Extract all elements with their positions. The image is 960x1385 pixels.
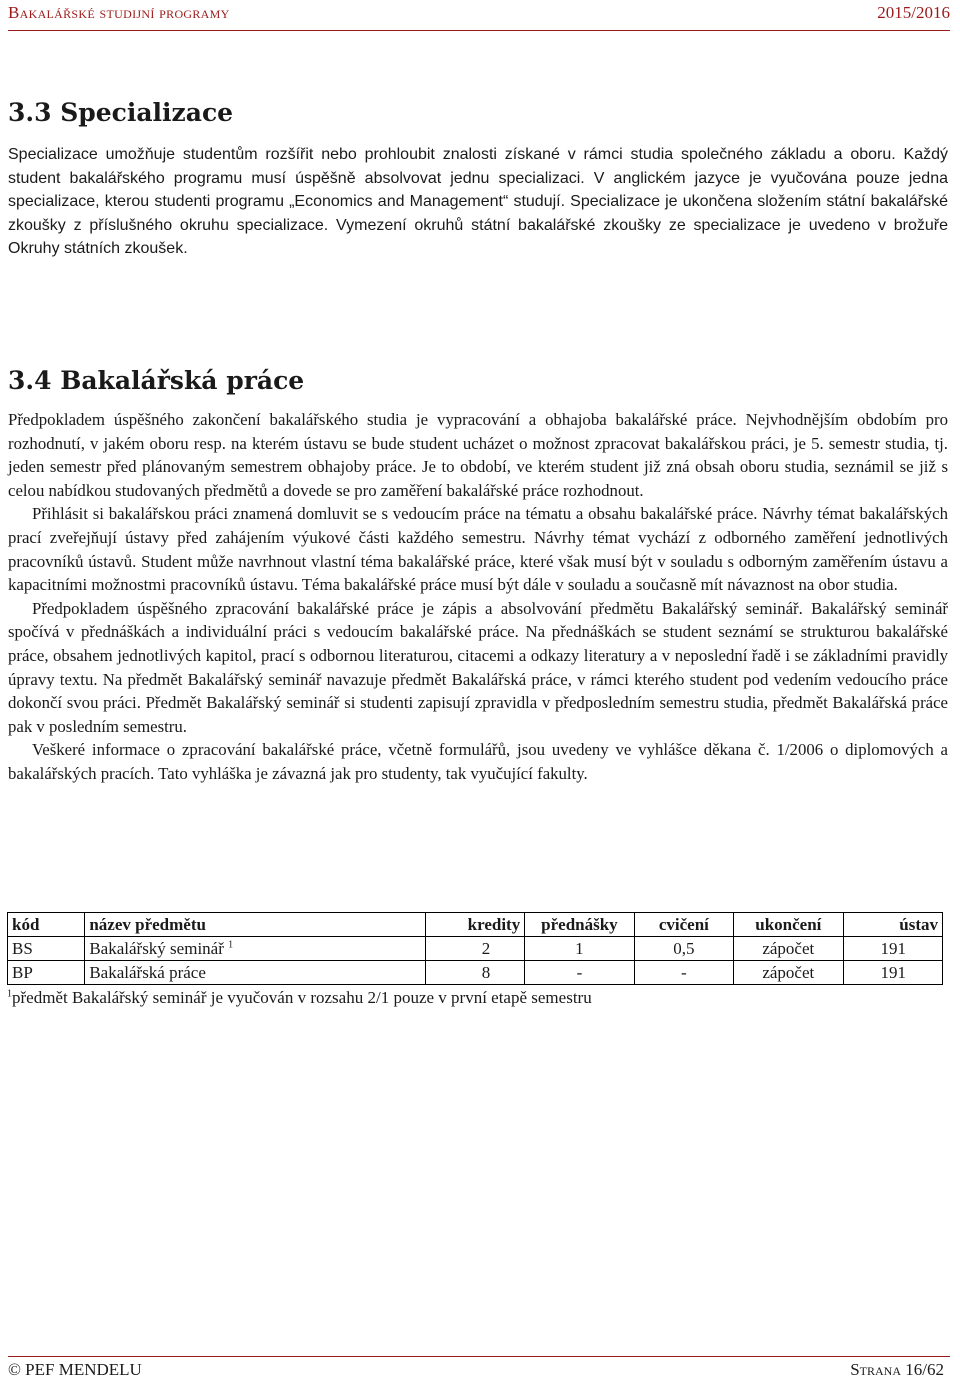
page-number-block [850,1360,944,1380]
footnote-ref: 1 [228,939,234,951]
page-header [8,0,950,31]
paragraph: Specializace umožňuje studentům rozšířit nebo prohloubit znalosti získané v rámci studia společného základu a oboru. Každý student bakalářského programu musí úspěšně absolvovat jednu specializaci. V anglickém jazyce je vyučována pouze jedna specializace, kterou studenti programu „Economics and Management“ studují. Specializace je ukončena složením státní bakalářské zkoušky z příslušného okruhu specializace. Vymezení okruhů státní bakalářské zkoušky ze specializace je uvedeno v brožuře Okruhy státních zkoušek. [8,146,948,257]
credits: 2 [425,937,524,961]
page-footer [8,1356,950,1385]
document-title: Bakalářské studijní programy [8,3,230,22]
academic-year: 2015/2016 [877,3,950,22]
paragraph: Přihlásit si bakalářskou práci znamená domluvit se s vedoucím práce na tématu a obsahu bakalářské práce. Návrhy témat bakalářských prací zveřejňují ústavy před zahájením výukové části každého semestru. Návrhy témat vychází z odborného zaměření jednotlivých pracovníků ústavů. Student může navrhnout vlastní téma bakalářské práce, které však musí být v souladu s odborným zaměřením ústavu a kapacitními možnostmi pracovníků ústavu. Téma bakalářské práce musí být dále v souladu a současně mít návaznost na obor studia. [8,504,948,595]
course-name-cell [85,961,425,985]
page-label: Strana [850,1360,902,1379]
footnote-text: předmět Bakalářský seminář je vyučován v rozsahu 2/1 pouze v první etapě semestru [12,988,592,1007]
table-footnote [7,988,592,1008]
section-heading: 3.3 Specializace [8,98,234,127]
section-heading: 3.4 Bakalářská práce [8,366,305,395]
course-name-cell [85,937,425,961]
paragraph: Předpokladem úspěšného zpracování bakalářské práce je zápis a absolvování předmětu Bakalářský seminář. Bakalářský seminář spočívá v přednáškách a individuální práci s vedoucím bakalářské práce. Na přednáškách se student seznámí se strukturou bakalářské práce, obsahem jednotlivých kapitol, prací s odbornou literaturou, citacemi a odkazy literatury a v neposlední řadě i se základními pravidly úpravy textu. Na předmět Bakalářský seminář navazuje předmět Bakalářská práce, v rámci kterého student pod vedením vedoucího práce dokončí svou práci. Předmět Bakalářský seminář si studenti zapisují zpravidla v předposledním semestru studia, předmět Bakalářská práce pak v posledním semestru. [8,598,948,736]
course-code: BP [8,961,85,985]
completion: zápočet [734,961,843,985]
credits: 8 [425,961,524,985]
table-row [8,937,943,961]
paragraph: Veškeré informace o zpracování bakalářské práce, včetně formulářů, jsou uvedeny ve vyhlášce děkana č. 1/2006 o diplomových a bakalářských pracích. Tato vyhláška je závazná jak pro studenty, tak vyučující fakulty. [8,740,948,783]
section-specializace [8,98,948,127]
course-table [7,912,943,985]
table-row [8,961,943,985]
column-header: kredity [425,913,524,937]
column-header: kód [8,913,85,937]
column-header: cvičení [634,913,733,937]
paragraph: Předpokladem úspěšného zakončení bakalářského studia je vypracování a obhajoba bakalářské práce. Nejvhodnějším obdobím pro rozhodnutí, v jakém oboru resp. na kterém ústavu se bude student ucházet o možnost zpracovat bakalářskou práci, je 5. semestr studia, tj. jeden semestr před plánovaným semestrem obhajoby práce. Je to období, ve kterém student již zná obsah oboru studia, seznámil se již s celou nabídkou studovaných předmětů a dovede se pro zaměření bakalářské práce rozhodnout. [8,410,948,500]
section-bakalarska-prace [8,366,948,395]
institute: 191 [843,937,942,961]
publisher: © PEF MENDELU [8,1360,142,1379]
course-code: BS [8,937,85,961]
lectures: - [525,961,634,985]
course-name: Bakalářská práce [89,963,206,982]
institute: 191 [843,961,942,985]
column-header: název předmětu [85,913,425,937]
table-header-row [8,913,943,937]
section-specializace-body [8,143,948,261]
page-number: 16/62 [905,1360,944,1379]
completion: zápočet [734,937,843,961]
exercises: - [634,961,733,985]
column-header: ukončení [734,913,843,937]
course-name: Bakalářský seminář [89,939,224,958]
column-header: ústav [843,913,942,937]
lectures: 1 [525,937,634,961]
column-header: přednášky [525,913,634,937]
section-bakalarska-prace-body [8,408,948,786]
footnote-mark: 1 [7,988,12,1000]
exercises: 0,5 [634,937,733,961]
